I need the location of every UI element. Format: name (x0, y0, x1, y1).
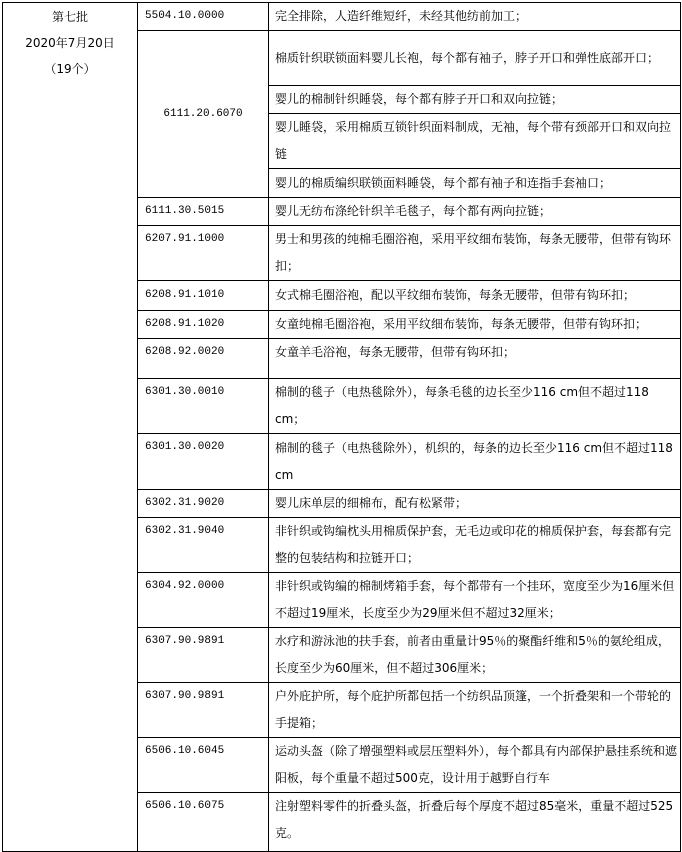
description: 户外庇护所，每个庇护所都包括一个纺织品顶篷，一个折叠架和一个带轮的手提箱； (269, 683, 681, 738)
description: 棉制的毯子（电热毯除外），每条毛毯的边长至少116 cm但不超过118 cm； (269, 379, 681, 434)
description: 女童羊毛浴袍，每条无腰带，但带有钩环扣； (269, 339, 681, 379)
description: 婴儿睡袋，采用棉质互锁针织面料制成，无袖，每个带有颈部开口和双向拉链 (269, 114, 681, 169)
batch-name: 第七批 (51, 10, 88, 24)
description: 非针织或钩编枕头用棉质保护套，无毛边或印花的棉质保护套，每套都有完整的包装结构和拉链开口； (269, 518, 681, 573)
table-row (3, 3, 681, 31)
hs-code: 6302.31.9020 (138, 490, 269, 518)
description: 运动头盔（除了增强塑料或层压塑料外），每个都具有内部保护悬挂系统和遮阳板，每个重量不超过500克，设计用于越野自行车 (269, 738, 681, 793)
hs-code: 6208.91.1020 (138, 311, 269, 339)
description: 完全排除，人造纤维短纤，未经其他纺前加工； (269, 3, 681, 31)
description: 棉质针织联锁面料婴儿长袍，每个都有袖子，脖子开口和弹性底部开口； (269, 31, 681, 86)
description: 婴儿的棉质编织联锁面料睡袋，每个都有袖子和连指手套袖口； (269, 169, 681, 198)
hs-code: 6301.30.0010 (138, 379, 269, 434)
description: 婴儿的棉制针织睡袋，每个都有脖子开口和双向拉链； (269, 86, 681, 114)
catalog-table (2, 2, 681, 852)
hs-code: 6307.90.9891 (138, 628, 269, 683)
hs-code: 6301.30.0020 (138, 434, 269, 490)
hs-code: 6208.92.0020 (138, 339, 269, 379)
description: 婴儿无纺布涤纶针织羊毛毯子，每个都有两向拉链； (269, 198, 681, 226)
hs-code: 6506.10.6075 (138, 793, 269, 852)
hs-code: 6506.10.6045 (138, 738, 269, 793)
batch-count: （19个） (44, 62, 96, 76)
description: 注射塑料零件的折叠头盔，折叠后每个厚度不超过85毫米，重量不超过525克。 (269, 793, 681, 852)
hs-code: 6111.30.5015 (138, 198, 269, 226)
description: 女式棉毛圈浴袍，配以平纹细布装饰，每条无腰带，但带有钩环扣； (269, 281, 681, 311)
hs-code: 6304.92.0000 (138, 573, 269, 628)
batch-cell (3, 3, 138, 852)
hs-code: 5504.10.0000 (138, 3, 269, 31)
description: 男士和男孩的纯棉毛圈浴袍，采用平纹细布装饰，每条无腰带，但带有钩环扣； (269, 226, 681, 281)
description: 非针织或钩编的棉制烤箱手套，每个都带有一个挂环，宽度至少为16厘米但不超过19厘米，长度至少为29厘米但不超过32厘米； (269, 573, 681, 628)
hs-code: 6302.31.9040 (138, 518, 269, 573)
batch-date: 2020年7月20日 (25, 36, 115, 50)
description: 婴儿床单层的细棉布，配有松紧带； (269, 490, 681, 518)
hs-code: 6111.20.6070 (138, 31, 269, 198)
description: 水疗和游泳池的扶手套，前者由重量计95％的聚酯纤维和5％的氨纶组成，长度至少为60厘米，但不超过306厘米； (269, 628, 681, 683)
hs-code: 6207.91.1000 (138, 226, 269, 281)
description: 棉制的毯子（电热毯除外），机织的，每条的边长至少116 cm但不超过118 cm (269, 434, 681, 490)
hs-code: 6307.90.9891 (138, 683, 269, 738)
hs-code: 6208.91.1010 (138, 281, 269, 311)
description: 女童纯棉毛圈浴袍，采用平纹细布装饰，每条无腰带，但带有钩环扣； (269, 311, 681, 339)
